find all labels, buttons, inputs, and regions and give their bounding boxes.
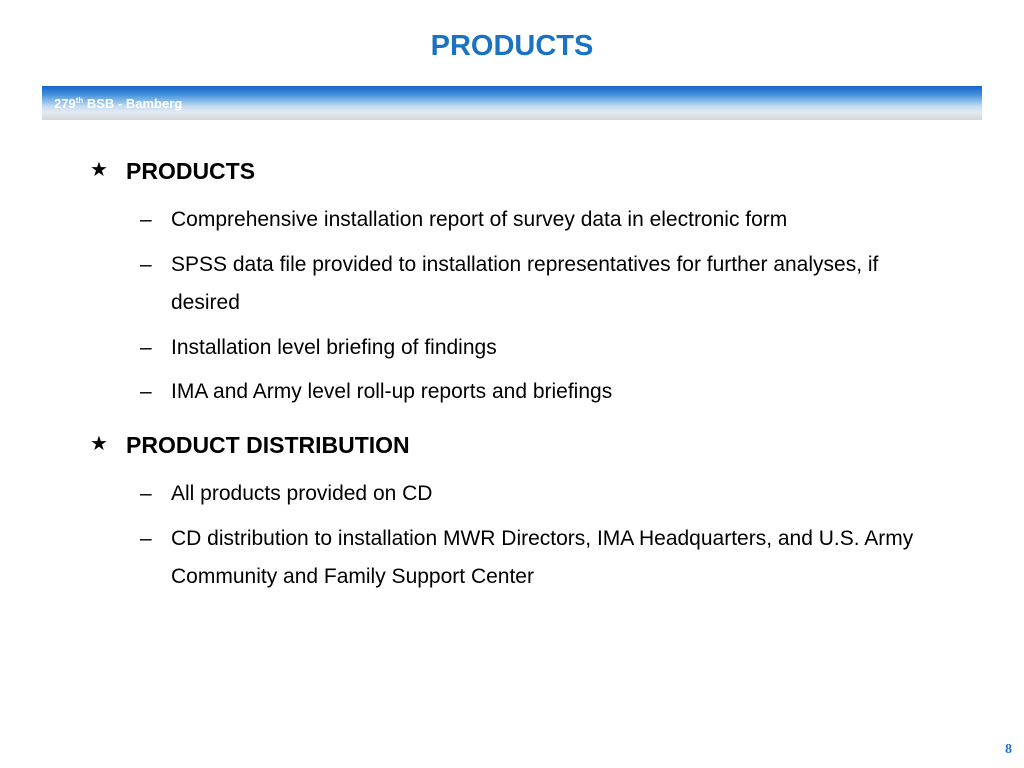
- section-heading: PRODUCTS: [126, 158, 256, 184]
- star-icon: ★: [90, 433, 108, 455]
- dash-bullet-icon: –: [140, 208, 152, 231]
- list-item-text: CD distribution to installation MWR Directors, IMA Headquarters, and U.S. Army Community and Family Support Center: [171, 527, 914, 588]
- list-item-text: IMA and Army level roll-up reports and briefings: [171, 380, 613, 403]
- dash-bullet-icon: –: [140, 253, 152, 276]
- dash-bullet-icon: –: [140, 527, 152, 550]
- banner-label-suffix: BSB - Bamberg: [83, 96, 183, 111]
- section-heading: PRODUCT DISTRIBUTION: [126, 432, 410, 458]
- header-banner: [42, 86, 982, 120]
- list-item-text: All products provided on CD: [171, 482, 433, 505]
- slide-title: PRODUCTS: [430, 30, 594, 62]
- banner-label: [54, 96, 182, 112]
- list-item-text: Comprehensive installation report of survey data in electronic form: [171, 208, 788, 231]
- banner-label-superscript: th: [75, 96, 84, 105]
- list-item-text: SPSS data file provided to installation representatives for further analyses, if desired: [171, 253, 879, 314]
- dash-bullet-icon: –: [140, 482, 152, 505]
- list-item-text: Installation level briefing of findings: [171, 336, 497, 359]
- page-number: 8: [1005, 742, 1012, 757]
- banner-label-prefix: 279: [54, 96, 76, 111]
- dash-bullet-icon: –: [140, 336, 152, 359]
- star-icon: ★: [90, 159, 108, 181]
- dash-bullet-icon: –: [140, 380, 152, 403]
